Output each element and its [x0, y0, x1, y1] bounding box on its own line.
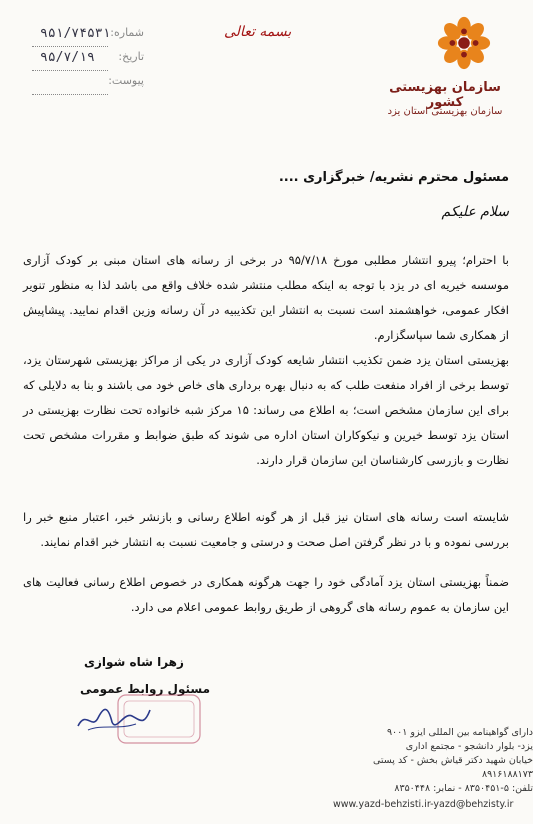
paragraph-2: بهزیستی استان یزد ضمن تکذیب انتشار شایعه کودک آزاری در یکی از مراکز بهزیستی شهرستان یزد، توسط برخی از افراد منفعت طلب که به دنبال بهره برداری های خاص خود می باشند و بنا به دلایلی که برای این سازمان مشخص است؛ به اطلاع می رساند: ۱۵ مرکز شبه خانواده تحت نظارت بهزیستی در استان یزد توسط خیرین و نیکوکاران استان اداره می شوند که طبق ضوابط و مقررات مشخص تحت نظارت و بازرسی کارشناسان این سازمان قرار دارند. [23, 353, 509, 467]
footer-website: www.yazd-behzisti.ir-yazd@behzisty.ir [333, 799, 514, 810]
recipient-line: مسئول محترم نشریه/ خبرگزاری .... [278, 170, 509, 185]
date-row [8, 50, 148, 74]
dotted-line [32, 70, 108, 71]
attachment-row [8, 74, 148, 98]
paragraph-4: ضمناً بهزیستی استان یزد آمادگی خود را جهت هرگونه همکاری در خصوص اطلاع رسانی فعالیت های این سازمان به عموم رسانه های گروهی از طریق روابط عمومی اعلام می دارد. [23, 575, 509, 614]
attachment-label: پیوست: [108, 74, 144, 87]
bismillah-heading: بسمه تعالی [224, 24, 292, 40]
paragraph-1: با احترام؛ پیرو انتشار مطلبی مورخ ۹۵/۷/۱۸ در برخی از رسانه های استان مبنی بر کودک آزاری موسسه خیریه ای در یزد با توجه به اینکه مطلب منتشر شده خلاف واقع می باشد لذا به منظور تنویر افکار عمومی، خواهشمند است نسبت به انتشار این تکذیبیه در آن رسانه وزین اقدام نمایید. پیشاپیش از همکاری شما سپاسگزارم. [23, 253, 509, 342]
letter-number: ۹۵۱/۷۴۵۳۱ [40, 26, 111, 41]
organization-subtitle: سازمان بهزیستی استان یزد [387, 106, 503, 117]
footer-street-line: خیابان شهید دکتر قیاش بخش - کد پستی ۸۹۱۶۱۸۸۱۷۳ [373, 755, 533, 780]
footer-phone-line: تلفن: ۵-۸۳۵۰۴۵۱ - نمابر: ۸۳۵۰۴۴۸ [394, 783, 533, 794]
signer-title: مسئول روابط عمومی [80, 682, 211, 696]
organization-name: سازمان بهزیستی کشور [389, 80, 501, 110]
dotted-line [32, 46, 108, 47]
footer-address-line: یزد- بلوار دانشجو - مجتمع اداری [405, 741, 533, 752]
paragraph-3: شایسته است رسانه های استان نیز قبل از هر گونه اطلاع رسانی و بازنشر خبر، اعتبار منبع خبر را بررسی نموده و با در نظر گرفتن اصل صحت و درستی و جامعیت نسبت به انتشار خبر اقدام نمایند. [23, 510, 509, 549]
number-row [8, 26, 148, 50]
signer-name: زهرا شاه شوازی [84, 655, 184, 669]
letter-meta [8, 26, 148, 98]
greeting: سلام علیکم [441, 204, 509, 220]
letter-date: ۹۵/۷/۱۹ [40, 50, 95, 65]
footer-iso-line: دارای گواهینامه بین المللی ایزو ۹۰۰۱ [386, 727, 533, 738]
footer-contact [333, 726, 533, 812]
date-label: تاریخ: [118, 50, 144, 63]
number-label: شماره: [110, 26, 144, 39]
dotted-line [32, 94, 108, 95]
organization-logo [387, 10, 509, 122]
flower-logo-icon [435, 14, 493, 72]
handwritten-signature [74, 700, 154, 736]
